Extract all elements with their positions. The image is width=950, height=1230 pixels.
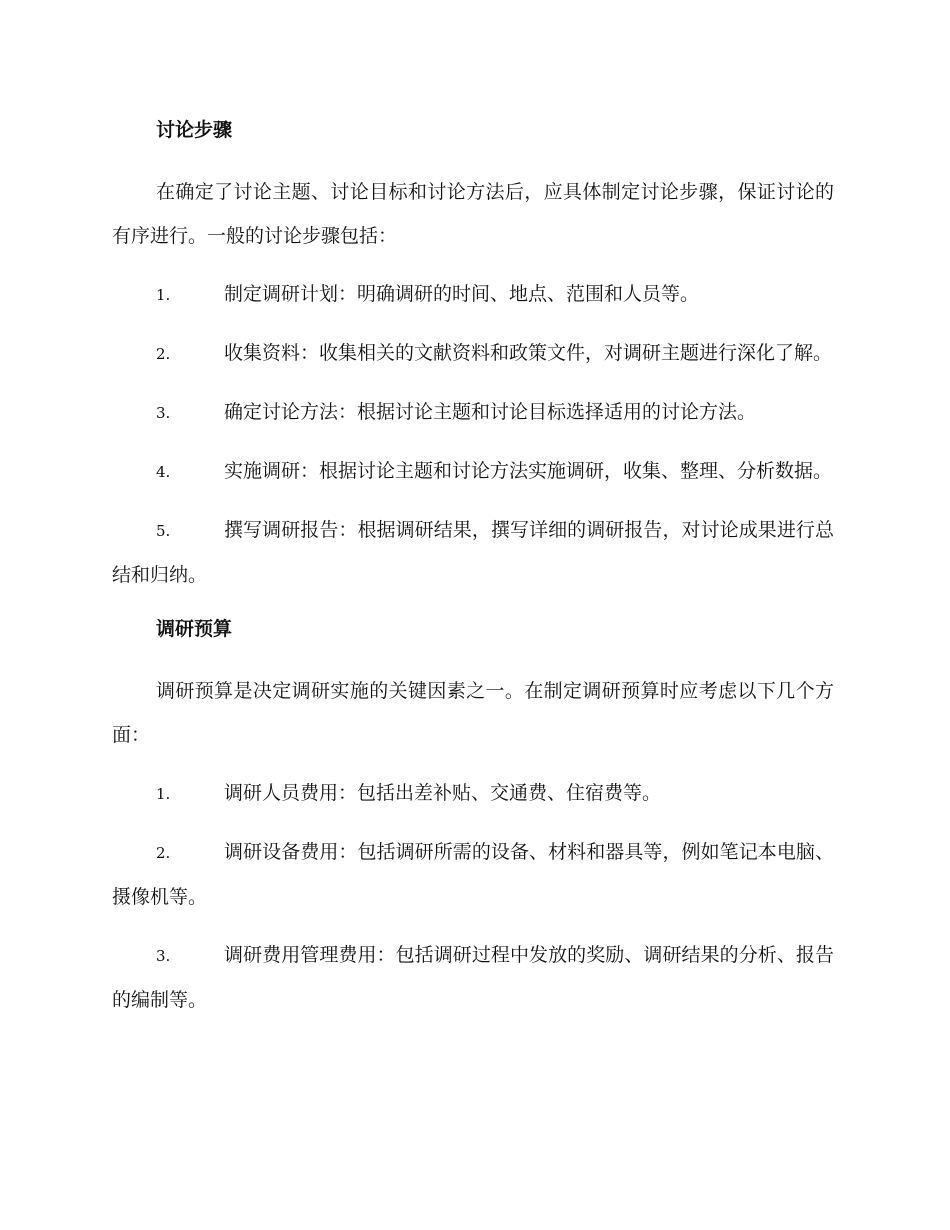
list-item-text: 制定调研计划：明确调研的时间、地点、范围和人员等。	[224, 283, 700, 305]
list-item-number: 3.	[156, 947, 171, 965]
list-item-number: 2.	[156, 844, 171, 862]
list-item-text: 调研费用管理费用：包括调研过程中发放的奖励、调研结果的分析、报告的编制等。	[112, 944, 834, 1011]
list-item	[112, 830, 834, 919]
list-item-number: 3.	[156, 404, 171, 422]
list-item-text: 调研人员费用：包括出差补贴、交通费、住宿费等。	[224, 782, 662, 804]
list-item-number: 4.	[156, 463, 171, 481]
list-item-number: 2.	[156, 345, 171, 363]
list-item-text: 调研设备费用：包括调研所需的设备、材料和器具等，例如笔记本电脑、摄像机等。	[112, 841, 834, 908]
document-body	[112, 112, 834, 1036]
section-heading-discussion-steps: 讨论步骤	[156, 119, 233, 141]
list-item-number: 1.	[156, 785, 171, 803]
list-item-number: 5.	[156, 522, 171, 540]
section-intro-discussion-steps: 在确定了讨论主题、讨论目标和讨论方法后，应具体制定讨论步骤，保证讨论的有序进行。一般的讨论步骤包括：	[112, 181, 834, 247]
list-item	[112, 272, 834, 317]
list-item	[112, 449, 834, 494]
list-item-text: 收集资料：收集相关的文献资料和政策文件，对调研主题进行深化了解。	[224, 342, 833, 364]
list-item-number: 1.	[156, 286, 171, 304]
list-item	[112, 771, 834, 816]
section-intro-research-budget: 调研预算是决定调研实施的关键因素之一。在制定调研预算时应考虑以下几个方面：	[112, 680, 834, 746]
list-item	[112, 390, 834, 435]
list-item	[112, 331, 834, 376]
list-item-text: 实施调研：根据讨论主题和讨论方法实施调研，收集、整理、分析数据。	[224, 460, 833, 482]
list-item-text: 确定讨论方法：根据讨论主题和讨论目标选择适用的讨论方法。	[224, 401, 757, 423]
list-item-text: 撰写调研报告：根据调研结果，撰写详细的调研报告，对讨论成果进行总结和归纳。	[112, 519, 834, 586]
list-item	[112, 508, 834, 597]
section-heading-research-budget: 调研预算	[156, 618, 233, 640]
list-item	[112, 933, 834, 1022]
